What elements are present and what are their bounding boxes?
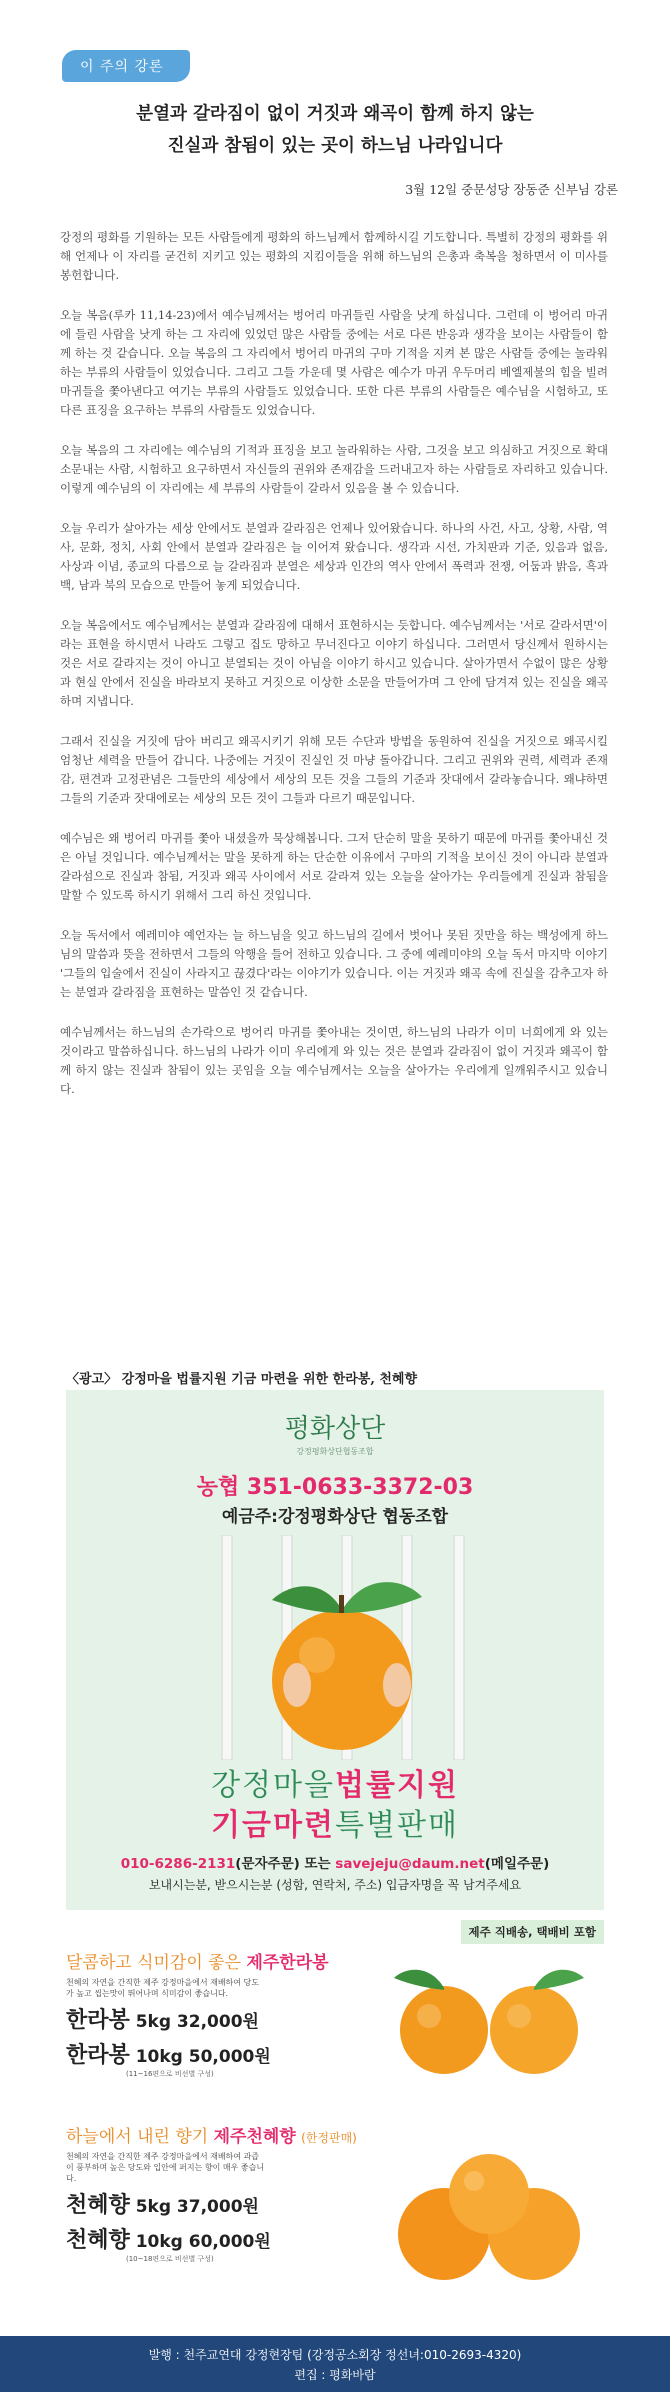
product-hallabong (66, 1948, 604, 2108)
section-tag (62, 50, 190, 82)
price-row: 한라봉 10kg 50,000원 (66, 2043, 271, 2068)
shipping-badge: 제주 직배송, 택배비 포함 (461, 1920, 604, 1944)
headline-line-2 (66, 1800, 604, 1844)
orange-behind-bars-illustration (192, 1535, 478, 1760)
paragraph: 오늘 복음의 그 자리에는 예수님의 기적과 표징을 보고 놀라워하는 사람, 그것을 보고 의심하고 거짓으로 확대 소문내는 사람, 시험하고 요구하면서 자신들의 권위와 존재감을 드러내고자 하는 사람들로 자리하고 있습니다. 이렇게 예수님의 이 자리에는 세 부류의 사람들이 갈라서 있음을 볼 수 있습니다. (60, 443, 608, 495)
headline-fundraising: 기금마련 (211, 1808, 335, 1843)
byline: 3월 12일 중문성당 장동준 신부님 강론 (405, 182, 618, 197)
product-note: (10~18편으로 비선별 구성) (126, 2255, 214, 2263)
paragraph: 오늘 독서에서 예레미야 예언자는 늘 하느님을 잊고 하느님의 길에서 벗어나 못된 짓만을 하는 백성에게 하느님의 말씀과 뜻을 전하면서 그들의 악행을 들어 전하고 있습니다. 그 중에 예레미야의 오늘 독서 마지막 이야기 '그들의 입술에서 진실이 사라지고 끊겼다'라는 이야기가 있습니다. 이는 거짓과 왜곡 속에 진실을 감추고자 하는 분열과 갈라짐을 표현하는 말씀인 것 같습니다. (60, 928, 608, 999)
order-phone: 010-6286-2131 (120, 1856, 236, 1872)
headline-village: 강정마을 (211, 1768, 335, 1803)
paragraph: 강정의 평화를 기원하는 모든 사람들에게 평화의 하느님께서 함께하시길 기도합니다. 특별히 강정의 평화를 위해 언제나 이 자리를 굳건히 지키고 있는 평화의 지킴이들을 위해 하느님의 은총과 축복을 청하면서 이 미사를 봉헌합니다. (60, 230, 608, 282)
product-tagline: 달콤하고 식미감이 좋은 (66, 1953, 242, 1973)
publisher-line: 발행 : 천주교연대 강정현장팀 (강정공소회장 정선녀:010-2693-4320) (148, 2348, 522, 2362)
paragraph: 예수님은 왜 벙어리 마귀를 쫓아 내셨을까 묵상해봅니다. 그저 단순히 말을 못하기 때문에 마귀를 쫓아내신 것은 아닐 것입니다. 예수님께서는 말을 못하게 하는 단순한 이유에서 구마의 기적을 보이신 것이 아니라 분열과 갈라섬으로 진실과 참됨, 거짓과 왜곡 사이에서 서로 갈라져 있는 오늘을 살아가는 우리들에게 진실과 참됨을 말할 수 있도록 하시기 위해서 그리 하신 것입니다. (60, 831, 608, 902)
publisher-footer (0, 2336, 670, 2392)
cheonhyehyang-fruit-icon (374, 2136, 594, 2286)
title-line-1: 분열과 갈라짐이 없이 거짓과 왜곡이 함께 하지 않는 (136, 104, 534, 124)
headline-line-1 (66, 1760, 604, 1804)
ad-caption: 〈광고〉 강정마을 법률지원 기금 마련을 위한 한라봉, 천혜향 (66, 1372, 418, 1387)
limited-sale-note: (한정판매) (301, 2131, 357, 2145)
product-cheonhyehyang (66, 2122, 604, 2302)
editor-line: 편집 : 평화바람 (294, 2368, 376, 2382)
order-contact (66, 1852, 604, 1872)
product-description: 천혜의 자연을 간직한 제주 강정마을에서 재배하여 과즙이 풍부하며 높은 당도와 입안에 퍼지는 향이 매우 좋습니다. (66, 2152, 265, 2183)
account-holder: 예금주:강정평화상단 협동조합 (221, 1507, 449, 1527)
hallabong-fruit-icon (384, 1958, 594, 2078)
order-note: 보내시는분, 받으시는분 (성함, 연락처, 주소) 입금자명을 꼭 남겨주세요 (148, 1878, 522, 1892)
product-name: 제주한라봉 (246, 1953, 329, 1973)
order-or: 또는 (304, 1856, 331, 1872)
bank-account: 농협 351-0633-3372-03 (196, 1475, 474, 1500)
homily-body (60, 228, 608, 1120)
product-description: 천혜의 자연을 간직한 제주 강정마을에서 재배하여 당도가 높고 씹는맛이 뛰어나며 식미감이 좋습니다. (66, 1978, 259, 1998)
logo-subtitle: 강정평화상단협동조합 (296, 1447, 374, 1456)
paragraph: 오늘 복음(루카 11,14-23)에서 예수님께서는 벙어리 마귀들린 사람을 낫게 하십니다. 그런데 이 벙어리 마귀에 들린 사람을 낫게 하는 그 자리에 있었던 많은 사람들 중에는 서로 다른 반응과 생각을 보이는 사람들이 함께 하는 것 같습니다. 오늘 복음의 그 자리에서 벙어리 마귀의 구마 기적을 지켜 본 많은 사람들 중에는 놀라워하는 부류의 사람들이 있었습니다. 그리고 그들 가운데 몇 사람은 예수가 마귀 우두머리 베엘제불의 힘을 빌려 마귀들을 쫓아낸다고 여기는 부류의 사람들도 있었습니다. 또한 다른 부류의 사람들은 예수님을 시험하고, 또 다른 표징을 요구하는 부류의 사람들도 있었습니다. (60, 308, 608, 417)
price-row: 천혜향 10kg 60,000원 (66, 2228, 271, 2253)
paragraph: 오늘 복음에서도 예수님께서는 분열과 갈라짐에 대해서 표현하시는 듯합니다. 예수님께서는 '서로 갈라서면'이라는 표현을 하시면서 나라도 그렇고 집도 망하고 무너진다고 이야기 하십니다. 그러면서 당신께서 원하시는 것은 서로 갈라지는 것이 아니고 분열되는 것이 아님을 이야기 하시고 있습니다. 살아가면서 수없이 많은 상황과 현실 안에서 진실을 바라보지 못하고 거짓으로 이상한 소문을 만들어가며 그 안에 담겨져 있는 진실을 왜곡하며 지냅니다. (60, 618, 608, 708)
product-note: (11~16편으로 비선별 구성) (126, 2070, 214, 2078)
price-row: 천혜향 5kg 37,000원 (66, 2193, 259, 2218)
headline-special-sale: 특별판매 (335, 1808, 459, 1843)
paragraph: 예수님께서는 하느님의 손가락으로 벙어리 마귀를 쫓아내는 것이면, 하느님의 나라가 이미 너희에게 와 있는 것이라고 말씀하십니다. 하느님의 나라가 이미 우리에게 와 있는 것은 분열과 갈라짐이 없이 거짓과 왜곡이 함께 하지 않는 진실과 참됨이 있는 곳임을 오늘 예수님께서는 오늘을 살아가는 우리에게 일깨워주시고 있습니다. (60, 1025, 608, 1096)
order-phone-note: (문자주문) (235, 1856, 300, 1872)
product-tagline: 하늘에서 내린 향기 (66, 2127, 209, 2147)
order-email: savejeju@daum.net (335, 1856, 485, 1872)
price-row: 한라봉 5kg 32,000원 (66, 2008, 259, 2033)
title-line-2: 진실과 참됨이 있는 곳이 하느님 나라입니다 (167, 136, 503, 156)
paragraph: 그래서 진실을 거짓에 담아 버리고 왜곡시키기 위해 모든 수단과 방법을 동원하여 진실을 거짓으로 왜곡시킬 엄청난 세력을 만들어 갑니다. 나중에는 거짓이 진실인 것 마냥 돌아갑니다. 그리고 권위와 권력, 세력과 존재감, 편견과 고정관념은 그들만의 세상에서 세상의 모든 것을 그들의 기준과 잣대에서 갈라놓습니다. 왜냐하면 그들의 기준과 잣대에로는 세상의 모든 것이 그들과 다르기 때문입니다. (60, 734, 608, 805)
headline-legal-support: 법률지원 (335, 1768, 459, 1803)
ad-banner (66, 1390, 604, 1910)
page-title (40, 98, 630, 162)
paragraph: 오늘 우리가 살아가는 세상 안에서도 분열과 갈라짐은 언제나 있어왔습니다. 하나의 사건, 사고, 상황, 사람, 역사, 문화, 정치, 사회 안에서 분열과 갈라짐은 늘 이어져 왔습니다. 생각과 시선, 가치판과 기준, 있음과 없음, 사상과 이념, 종교의 다름으로 늘 갈라짐과 분열은 세상과 인간의 역사 안에서 폭력과 전쟁, 어둠과 밝음, 흑과 백, 남과 북의 모습으로 만들어 놓게 되었습니다. (60, 521, 608, 592)
peace-market-logo: 평화상단 (284, 1414, 386, 1444)
section-tag-label: 이 주의 강론 (62, 50, 190, 82)
product-name: 제주천혜향 (213, 2127, 296, 2147)
order-email-note: (메일주문) (484, 1856, 550, 1872)
